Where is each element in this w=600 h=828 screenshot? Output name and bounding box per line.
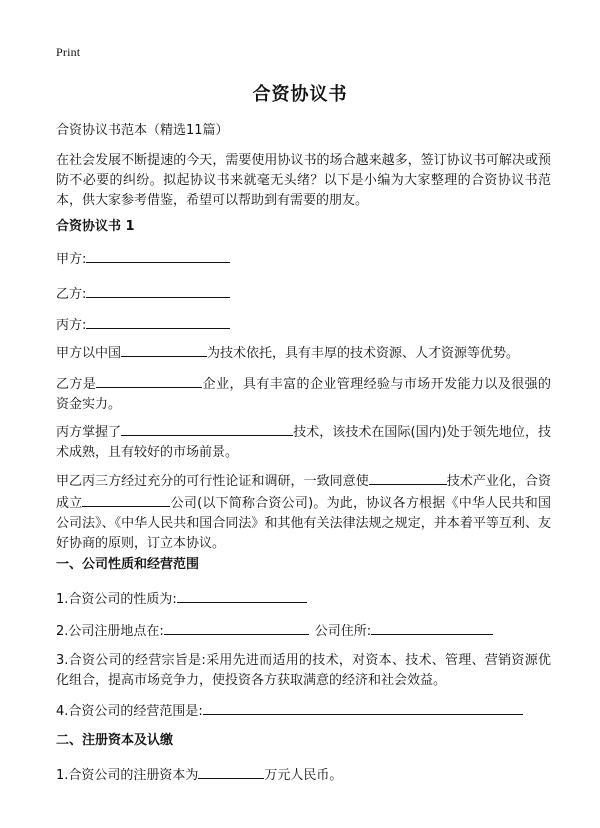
party-c-label: 丙方:: [56, 318, 87, 333]
document-title: 合资协议书: [252, 84, 348, 105]
item-1-3: 3.合资公司的经营宗旨是:采用先进而适用的技术，对资本、技术、管理、营销资源优化组合，提高市场竞争力，使投资各方获取满意的经济和社会效益。: [56, 653, 551, 688]
item-1-1: [56, 588, 307, 610]
item-1-2: [56, 620, 493, 642]
party-c-tech-blank[interactable]: [121, 421, 293, 436]
item-1-2-label-2: 公司住所:: [314, 624, 372, 639]
business-scope-blank[interactable]: [203, 700, 523, 715]
company-address-blank[interactable]: [371, 620, 493, 635]
item-2-1-before: 1.合资公司的注册资本为: [56, 768, 199, 783]
party-c-paragraph-before: 丙方掌握了: [56, 425, 122, 440]
party-b-paragraph-after: 企业，具有丰富的企业管理经验与市场开发能力以及很强的资金实力。: [56, 377, 551, 412]
party-b-paragraph-before: 乙方是: [56, 377, 97, 392]
item-1-1-label: 1.合资公司的性质为:: [56, 592, 177, 607]
registered-capital-blank[interactable]: [198, 764, 264, 779]
industrialization-tech-blank[interactable]: [369, 470, 447, 485]
jv-company-name-blank[interactable]: [82, 492, 170, 507]
item-2-1: [56, 764, 342, 786]
party-c-paragraph: [56, 421, 551, 463]
party-b-paragraph: [56, 373, 551, 415]
party-a-tech-blank[interactable]: [121, 342, 207, 357]
intro-paragraph: 在社会发展不断提速的今天，需要使用协议书的场合越来越多，签订协议书可解决或预防不必要的纠纷。拟起协议书来就毫无头绪？以下是小编为大家整理的合资协议书范本，供大家参考借鉴，希望可以帮助到有需要的朋友。: [56, 153, 551, 208]
party-a-blank[interactable]: [86, 248, 230, 263]
agreement-paragraph: [56, 470, 551, 554]
party-c-line: [56, 314, 230, 336]
party-b-blank[interactable]: [86, 283, 230, 298]
agreement-part-3: 公司(以下简称合资公司)。为此，协议各方根据《中华人民共和国公司法》、《中华人民共和国合同法》和其他有关法律法规之规定，并本着平等互利、友好协商的原则，订立本协议。: [56, 496, 551, 551]
party-c-paragraph-after: 技术，该技术在国际(国内)处于领先地位，技术成熟，且有较好的市场前景。: [56, 425, 551, 460]
item-2-1-after: 万元人民币。: [264, 768, 343, 783]
section-heading-2: 二、注册资本及认缴: [56, 733, 174, 748]
party-a-label: 甲方:: [56, 252, 87, 267]
section-heading-1: 一、公司性质和经营范围: [56, 557, 200, 572]
item-1-2-label: 2.公司注册地点在:: [56, 624, 164, 639]
item-1-4: [56, 700, 523, 722]
section-1-heading: 合资协议书 1: [56, 219, 135, 234]
party-b-label: 乙方:: [56, 287, 87, 302]
party-a-paragraph-after: 为技术依托，具有丰厚的技术资源、人才资源等优势。: [207, 346, 520, 361]
document-subtitle: 合资协议书范本（精选11篇）: [56, 123, 229, 138]
party-a-paragraph: [56, 342, 551, 364]
party-a-paragraph-before: 甲方以中国: [56, 346, 122, 361]
item-1-4-label: 4.合资公司的经营范围是:: [56, 704, 203, 719]
party-b-enterprise-blank[interactable]: [96, 373, 202, 388]
party-b-line: [56, 283, 230, 305]
agreement-part-1: 甲乙丙三方经过充分的可行性论证和调研，一致同意使: [56, 474, 369, 489]
company-nature-blank[interactable]: [177, 588, 307, 603]
party-a-line: [56, 248, 230, 270]
registration-place-blank[interactable]: [164, 620, 309, 635]
print-label: Print: [56, 45, 81, 59]
agreement-part-2: 技术产业化，合资成立: [56, 474, 551, 511]
party-c-blank[interactable]: [86, 314, 230, 329]
